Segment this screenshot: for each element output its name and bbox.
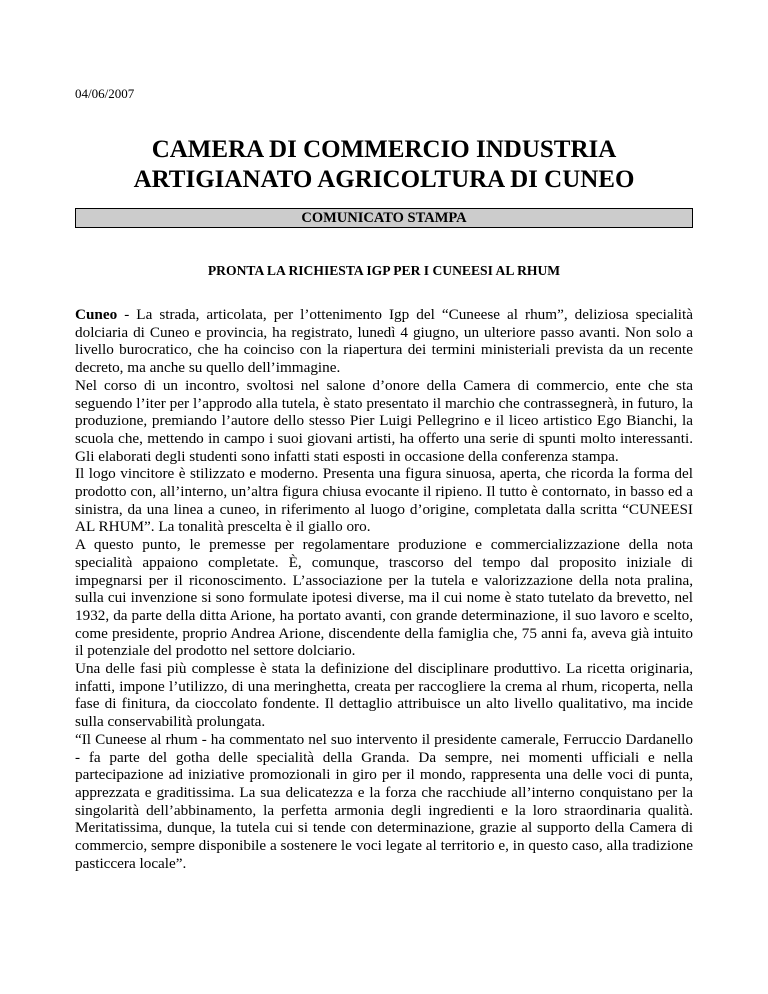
release-date: 04/06/2007: [75, 86, 135, 101]
headline: PRONTA LA RICHIESTA IGP PER I CUNEESI AL RHUM: [207, 263, 561, 278]
paragraph-2: Nel corso di un incontro, svoltosi nel salone d’onore della Camera di commercio, ente che sta seguendo l’iter per l’approdo alla tutela, è stato presentato il marchio che contrassegnerà, in futuro, la produzione, premiando l’autore dello stesso Pier Luigi Pellegrino e il liceo artistico Ego Bianchi, la scuola che, mettendo in campo i suoi giovani artisti, ha offerto una serie di spunti molto interessanti. Gli elaborati degli studenti sono infatti stati esposti in occasione della conferenza stampa.: [75, 376, 693, 465]
paragraph-3: Il logo vincitore è stilizzato e moderno. Presenta una figura sinuosa, aperta, che ricorda la forma del prodotto con, all’interno, un’altra figura chiusa evocante il ripieno. Il tutto è contornato, in basso ed a sinistra, da una linea a cuneo, in riferimento al luogo d’origine, completata dalla scritta “CUNEESI AL RHUM”. La tonalità prescelta è il giallo oro.: [75, 465, 693, 536]
dateline-location: Cuneo: [75, 306, 118, 323]
paragraph-1: [75, 306, 693, 377]
organization-title-line-2: ARTIGIANATO AGRICOLTURA DI CUNEO: [133, 166, 635, 193]
paragraph-5: Una delle fasi più complesse è stata la definizione del disciplinare produttivo. La ricetta originaria, infatti, impone l’utilizzo, di una meringhetta, creata per raccogliere la crema al rhum, ricoperta, nella fase di finitura, da cioccolato fondente. Il dettaglio attribuisce un alto livello qualitativo, ma incide sulla conservabilità prolungata.: [75, 660, 693, 731]
organization-title-line-1: CAMERA DI COMMERCIO INDUSTRIA: [151, 136, 617, 163]
paragraph-1-text: - La strada, articolata, per l’ottenimento Igp del “Cuneese al rhum”, deliziosa specialità dolciaria di Cuneo e provincia, ha registrato, lunedì 4 giugno, un ulteriore passo avanti. Non solo a livello burocratico, che ha coinciso con la riapertura dei termini ministeriali prevista da un recente decreto, ma anche su quello dell’immagine.: [75, 306, 693, 377]
article-body: [75, 306, 693, 873]
press-release-banner: COMUNICATO STAMPA: [75, 208, 693, 228]
paragraph-6: “Il Cuneese al rhum - ha commentato nel suo intervento il presidente camerale, Ferruccio Dardanello - fa parte del gotha delle specialità della Granda. Da sempre, nei momenti ufficiali e nella partecipazione ad iniziative promozionali in giro per il mondo, rappresenta una delle voci di punta, apprezzata e graditissima. La sua delicatezza e la forza che racchiude all’interno conquistano per la singolarità dell’abbinamento, la perfetta armonia degli ingredienti e la loro straordinaria qualità. Meritatissima, dunque, la tutela cui si tende con determinazione, grazie al supporto della Camera di commercio, sempre disponibile a sostenere le voci legate al territorio e, in questo caso, alla tradizione pasticcera locale”.: [75, 730, 693, 872]
organization-title: [75, 135, 693, 195]
paragraph-4: A questo punto, le premesse per regolamentare produzione e commercializzazione della nota specialità appaiono completate. È, comunque, trascorso del tempo dal proposito iniziale di impegnarsi per il riconoscimento. L’associazione per la tutela e valorizzazione della nota pralina, sulla cui invenzione si sono formulate ipotesi diverse, ma il cui nome è stato tutelato da brevetto, nel 1932, da parte della ditta Arione, ha portato avanti, con grande determinazione, il suo lavoro e scelto, come presidente, proprio Andrea Arione, discendente della famiglia che, 75 anni fa, aveva già intuito il potenziale del prodotto nel settore dolciario.: [75, 536, 693, 660]
